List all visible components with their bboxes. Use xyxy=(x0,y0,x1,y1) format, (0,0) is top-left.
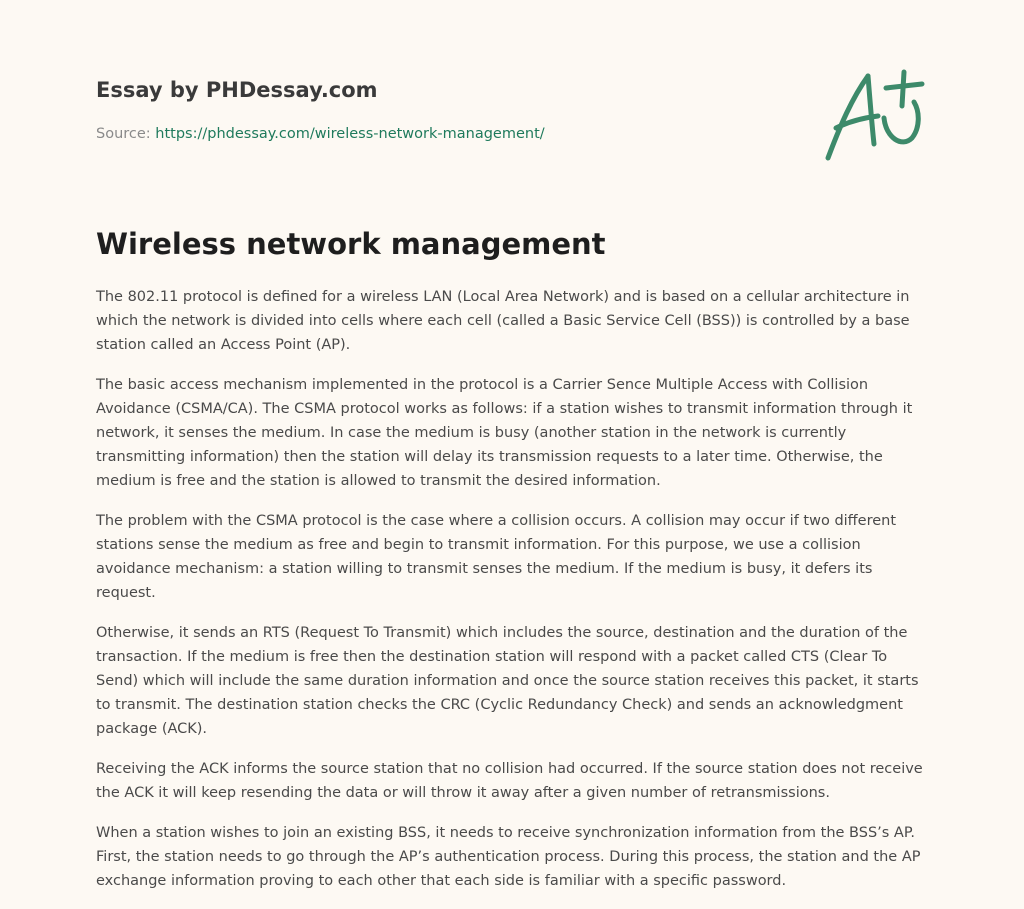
article-title: Wireless network management xyxy=(96,227,606,261)
paragraph: When a station wishes to join an existing BSS, it needs to receive synchronization information from the BSS’s AP. First, the station needs to go through the AP’s authentication process. During this process, the station and the AP exchange information proving to each other that each side is familiar with a specific password. xyxy=(96,825,921,889)
paragraph: Otherwise, it sends an RTS (Request To Transmit) which includes the source, destination and the duration of the transaction. If the medium is free then the destination station will respond with a packet called CTS (Clear To Send) which will include the same duration information and once the source station receives this packet, it starts to transmit. The destination station checks the CRC (Cyclic Redundancy Check) and sends an acknowledgment package (ACK). xyxy=(96,625,919,737)
a-plus-logo-icon xyxy=(818,66,928,166)
paragraph: Receiving the ACK informs the source station that no collision had occurred. If the source station does not receive the ACK it will keep resending the data or will throw it away after a given number of retransmissions. xyxy=(96,761,923,801)
article-body xyxy=(96,285,928,909)
paragraph: The basic access mechanism implemented in the protocol is a Carrier Sence Multiple Access with Collision Avoidance (CSMA/CA). The CSMA protocol works as follows: if a station wishes to transmit information through it network, it senses the medium. In case the medium is busy (another station in the network is currently transmitting information) then the station will delay its transmission requests to a later time. Otherwise, the medium is free and the station is allowed to transmit the desired information. xyxy=(96,377,913,489)
paragraph: The problem with the CSMA protocol is the case where a collision occurs. A collision may occur if two different stations sense the medium as free and begin to transmit information. For this purpose, we use a collision avoidance mechanism: a station willing to transmit senses the medium. If the medium is busy, it defers its request. xyxy=(96,513,897,601)
site-brand: Essay by PHDessay.com xyxy=(96,78,378,102)
page-header xyxy=(96,76,796,144)
paragraph: The 802.11 protocol is defined for a wireless LAN (Local Area Network) and is based on a cellular architecture in which the network is divided into cells where each cell (called a Basic Service Cell (BSS)) is controlled by a base station called an Access Point (AP). xyxy=(96,289,910,353)
source-label: Source: xyxy=(96,126,151,142)
source-line xyxy=(96,124,796,144)
source-link[interactable]: https://phdessay.com/wireless-network-management/ xyxy=(155,126,545,142)
